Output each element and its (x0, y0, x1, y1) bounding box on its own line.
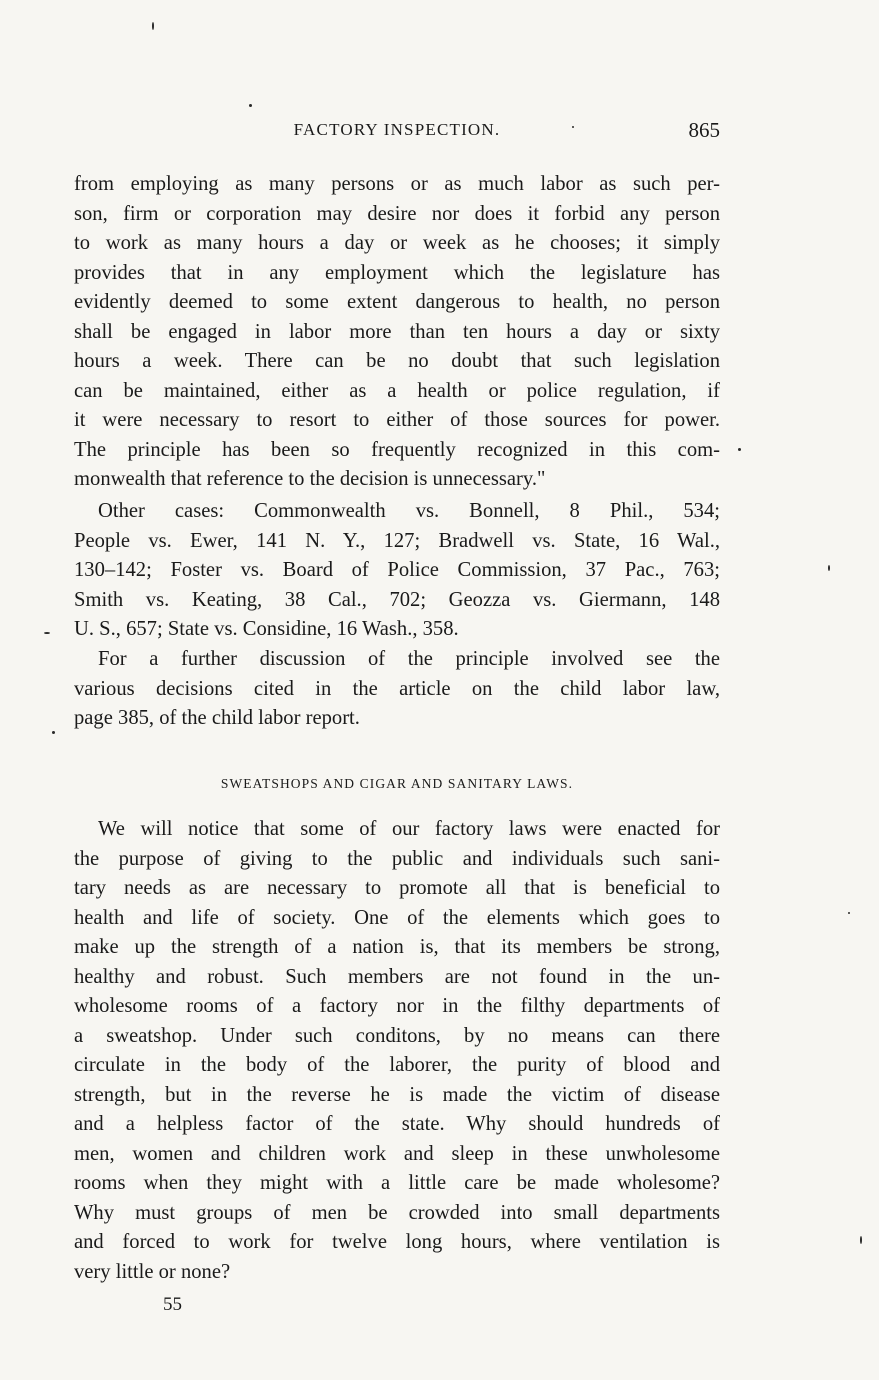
text-line: 130–142; Foster vs. Board of Police Commission, 37 Pac., 763; (74, 559, 720, 581)
scan-speck (44, 632, 50, 634)
scan-speck (152, 22, 154, 30)
text-line: very little or none? (74, 1260, 231, 1283)
text-line: Smith vs. Keating, 38 Cal., 702; Geozza vs. Giermann, 148 (74, 588, 720, 611)
text-line: shall be engaged in labor more than ten hours a day or sixty (74, 320, 720, 343)
text-line: For a further discussion of the principle involved see the (98, 648, 720, 670)
text-line: tary needs as are necessary to promote all that is beneficial to (74, 877, 720, 899)
running-title: FACTORY INSPECTION. (293, 120, 501, 139)
paragraph-sweatshops (74, 815, 720, 1287)
signature-mark: 55 (163, 1294, 182, 1315)
text-line: We will notice that some of our factory laws were enacted for (98, 818, 720, 840)
text-line: from employing as many persons or as much labor as such per- (74, 173, 720, 195)
text-line: make up the strength of a nation is, that its members be strong, (74, 936, 720, 958)
text-line: monwealth that reference to the decision is unnecessary." (74, 468, 546, 490)
scan-speck (738, 448, 741, 451)
text-line: can be maintained, either as a health or police regulation, if (74, 379, 720, 402)
text-line: People vs. Ewer, 141 N. Y., 127; Bradwell vs. State, 16 Wal., (74, 529, 720, 552)
text-line: strength, but in the reverse he is made the victim of disease (74, 1083, 720, 1106)
scan-speck (828, 565, 830, 571)
text-line: wholesome rooms of a factory nor in the filthy departments of (74, 995, 720, 1017)
text-line: men, women and children work and sleep in these unwholesome (74, 1142, 720, 1165)
text-line: it were necessary to resort to either of those sources for power. (74, 409, 720, 431)
text-line: page 385, of the child labor report. (74, 707, 360, 729)
section-heading: SWEATSHOPS AND CIGAR AND SANITARY LAWS. (220, 776, 574, 791)
scan-speck (52, 731, 55, 734)
text-line: and forced to work for twelve long hours, where ventilation is (74, 1231, 720, 1253)
text-line: rooms when they might with a little care be made wholesome? (74, 1172, 720, 1194)
text-line: Other cases: Commonwealth vs. Bonnell, 8 Phil., 534; (98, 500, 720, 522)
text-line: hours a week. There can be no doubt that such legislation (74, 350, 720, 372)
text-line: the purpose of giving to the public and individuals such sani- (74, 847, 720, 870)
text-line: to work as many hours a day or week as he chooses; it simply (74, 232, 720, 254)
scan-speck (249, 104, 252, 107)
text-line: evidently deemed to some extent dangerous to health, no person (74, 291, 720, 313)
text-line: a sweatshop. Under such conditons, by no means can there (74, 1024, 720, 1047)
running-head (74, 118, 720, 144)
paragraph-quote-continuation (74, 170, 720, 495)
paragraph-further-discussion (74, 645, 720, 734)
text-line: provides that in any employment which the legislature has (74, 261, 720, 284)
text-line: and a helpless factor of the state. Why should hundreds of (74, 1113, 720, 1135)
text-line: son, firm or corporation may desire nor does it forbid any person (74, 202, 720, 225)
paragraph-other-cases (74, 497, 720, 645)
text-line: healthy and robust. Such members are not found in the un- (74, 965, 720, 988)
page-number: 865 (688, 118, 720, 142)
text-line: health and life of society. One of the elements which goes to (74, 906, 720, 929)
scan-speck (848, 912, 850, 914)
text-line: Why must groups of men be crowded into small departments (74, 1201, 720, 1224)
text-line: circulate in the body of the laborer, the purity of blood and (74, 1054, 720, 1076)
scan-speck (860, 1236, 862, 1244)
text-line: various decisions cited in the article on the child labor law, (74, 677, 720, 700)
text-line: The principle has been so frequently recognized in this com- (74, 438, 720, 461)
scan-speck (572, 126, 574, 128)
text-line: U. S., 657; State vs. Considine, 16 Wash., 358. (74, 618, 459, 640)
